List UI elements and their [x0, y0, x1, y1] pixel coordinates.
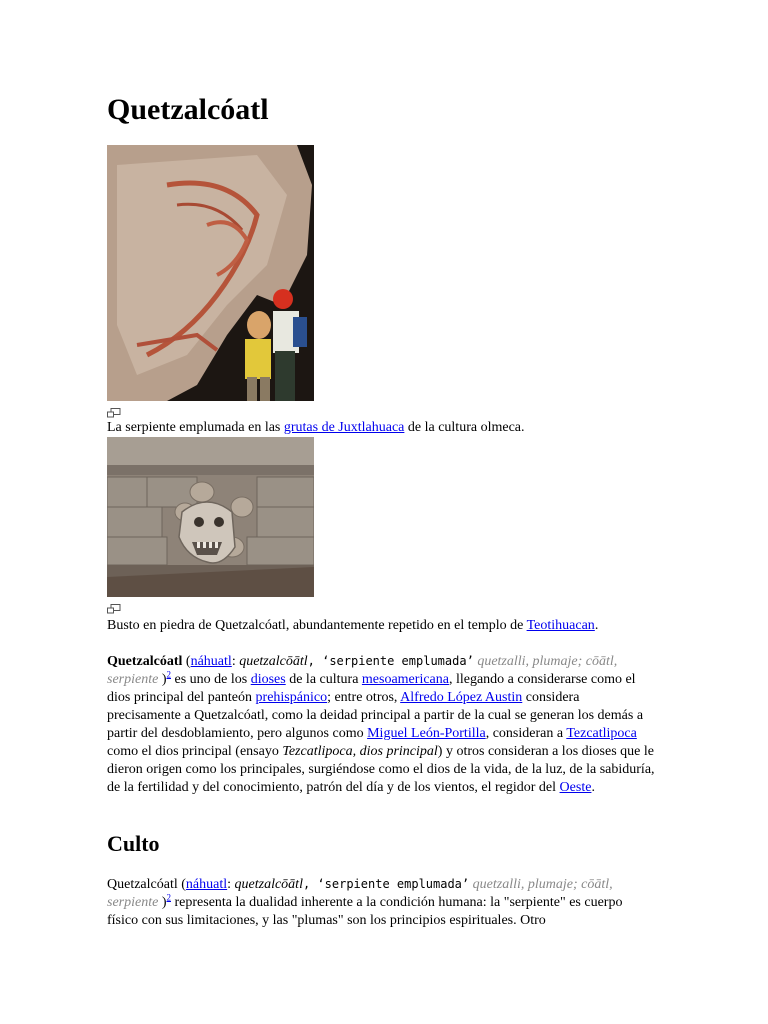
figure-caption-1: La serpiente emplumada en las grutas de Juxtlahuaca de la cultura olmeca.: [107, 420, 525, 435]
link-nahuatl[interactable]: náhuatl: [190, 654, 232, 669]
cave-painting-image[interactable]: [107, 145, 314, 401]
link-grutas-de-juxtlahuaca[interactable]: grutas de Juxtlahuaca: [283, 420, 405, 435]
magnify-icon[interactable]: [107, 408, 121, 418]
link-tezcatlipoca[interactable]: Tezcatlipoca: [566, 726, 637, 741]
figure-caption-2: Busto en piedra de Quetzalcóatl, abundantemente repetido en el templo de Teotihuacan.: [107, 618, 599, 633]
reference-marker[interactable]: 2: [166, 892, 171, 903]
culto-paragraph: Quetzalcóatl (náhuatl: quetzalcōātl, ‘serpiente emplumada’ quetzalli, plumaje; cōātl, serpiente )$^2$ representa la dualidad inherente a la condición humana: la "serpiente" es cuerpo físico con sus limitaciones, y las "plumas" son los principios espirituales. Otro: [107, 877, 623, 928]
link-oeste[interactable]: Oeste: [559, 780, 592, 795]
native-term: quetzalcōātl: [239, 654, 308, 669]
link-teotihuacan[interactable]: Teotihuacan: [526, 618, 595, 633]
gloss: , ‘serpiente emplumada’: [307, 654, 474, 668]
link-miguel-leon-portilla[interactable]: Miguel León-Portilla: [367, 726, 486, 741]
link-prehispanico[interactable]: prehispánico: [255, 690, 328, 705]
link-alfredo-lopez-austin[interactable]: Alfredo López Austin: [400, 690, 523, 705]
magnify-icon[interactable]: [107, 604, 121, 614]
intro-paragraph: Quetzalcóatl (náhuatl: quetzalcōātl, ‘serpiente emplumada’ quetzalli, plumaje; cōātl, serpiente )$^2$ es uno de los dioses de la cultura mesoamericana, llegando a considerarse como el dios principal del panteón prehispánico; entre otros, Alfredo López Austin considera precisamente a Quetzalcóatl, como la deidad principal a partir de la cual se generan los demás a partir del desdoblamiento, pero algunos como Miguel León-Portilla, consideran a Tezcatlipoca como el dios principal (ensayo Tezcatlipoca, dios principal) y otros consideran a los dioses que le dieron origen como los principales, surgiéndose como el dios de la vida, de la luz, de la sabiduría, de la fertilidad y del conocimiento, patrón del día y de los vientos, el regidor del Oeste.: [107, 654, 655, 795]
link-nahuatl[interactable]: náhuatl: [185, 877, 228, 892]
link-mesoamericana[interactable]: mesoamericana: [361, 672, 449, 687]
section-heading-culto: Culto: [107, 831, 160, 856]
etymology: quetzalli, plumaje; cōātl, serpiente: [107, 877, 613, 910]
link-dioses[interactable]: dioses: [250, 672, 286, 687]
stone-bust-image[interactable]: [107, 437, 314, 597]
native-term: quetzalcōātl: [234, 877, 303, 892]
essay-title: Tezcatlipoca, dios principal: [282, 744, 438, 759]
etymology: quetzalli, plumaje; cōātl, serpiente: [107, 654, 618, 687]
article-title: Quetzalcóatl: [107, 93, 269, 126]
gloss: , ‘serpiente emplumada’: [302, 877, 470, 891]
reference-marker[interactable]: 2: [166, 669, 171, 680]
term-bold: Quetzalcóatl: [107, 654, 183, 669]
